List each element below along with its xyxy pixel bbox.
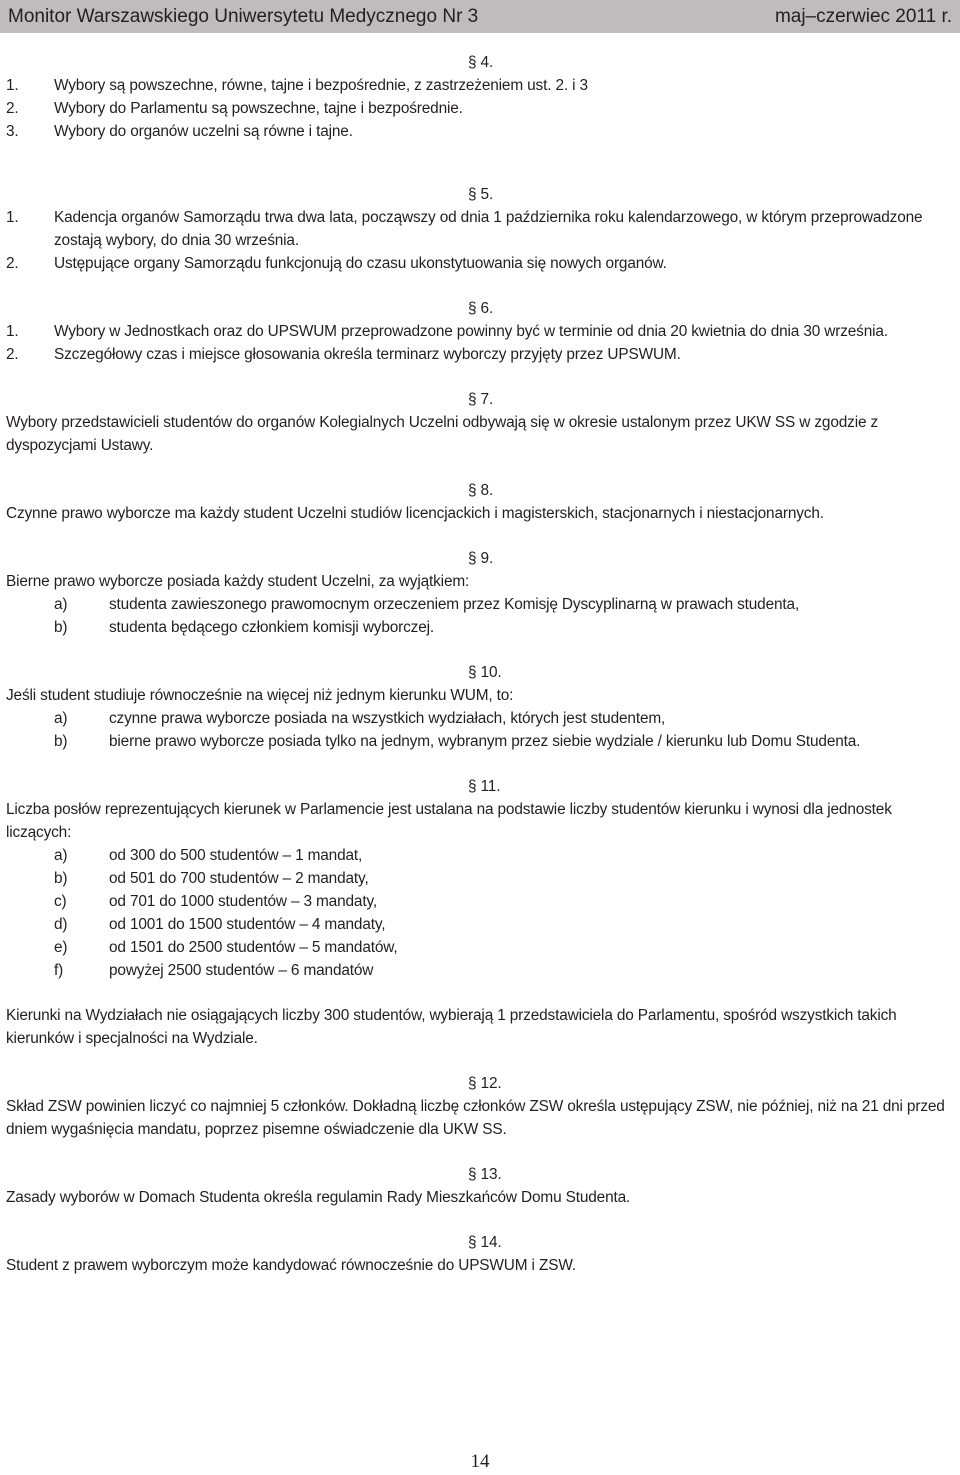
item-text: Wybory w Jednostkach oraz do UPSWUM przeprowadzone powinny być w terminie od dnia 20 kwietnia do dnia 30 września.: [54, 323, 888, 340]
list-item: [6, 97, 958, 120]
item-text: od 300 do 500 studentów – 1 mandat,: [109, 847, 363, 864]
item-number: 1.: [6, 209, 19, 226]
list-item: [6, 707, 958, 730]
item-text: Kadencja organów Samorządu trwa dwa lata, począwszy od dnia 1 października roku kalendarzowego, w którym przeprowadzone zostają wybory, do dnia 30 września.: [54, 209, 923, 249]
list-item: [6, 890, 958, 913]
list-item: [6, 936, 958, 959]
section-13: [6, 1163, 958, 1209]
item-letter: b): [54, 619, 68, 636]
item-text: od 501 do 700 studentów – 2 mandaty,: [109, 870, 369, 887]
item-letter: e): [54, 939, 68, 956]
paragraph: Czynne prawo wyborcze ma każdy student Uczelni studiów licencjackich i magisterskich, stacjonarnych i niestacjonarnych.: [6, 505, 824, 522]
item-text: bierne prawo wyborcze posiada tylko na jednym, wybranym przez siebie wydziale / kierunku lub Domu Studenta.: [109, 733, 861, 750]
document-body: [6, 51, 958, 1277]
list-item: [6, 206, 958, 252]
item-letter: a): [54, 596, 68, 613]
item-number: 1.: [6, 323, 19, 340]
section-9: [6, 547, 958, 639]
paragraph: Liczba posłów reprezentujących kierunek w Parlamencie jest ustalana na podstawie liczby studentów kierunku i wynosi dla jednostek liczących:: [6, 801, 892, 841]
paragraph: Bierne prawo wyborcze posiada każdy student Uczelni, za wyjątkiem:: [6, 573, 470, 590]
section-sign: § 11.: [468, 778, 501, 795]
paragraph: Student z prawem wyborczym może kandydować równocześnie do UPSWUM i ZSW.: [6, 1257, 576, 1274]
item-text: od 701 do 1000 studentów – 3 mandaty,: [109, 893, 377, 910]
paragraph: Wybory przedstawicieli studentów do organów Kolegialnych Uczelni odbywają się w okresie ustalonym przez UKW SS w zgodzie z dyspozycjami Ustawy.: [6, 414, 879, 454]
item-number: 1.: [6, 77, 19, 94]
item-text: studenta będącego członkiem komisji wyborczej.: [109, 619, 435, 636]
list-item: [6, 867, 958, 890]
paragraph: Skład ZSW powinien liczyć co najmniej 5 członków. Dokładną liczbę członków ZSW określa ustępujący ZSW, nie później, niż na 21 dni przed dniem wygaśnięcia mandatu, poprzez pisemne oświadczenie dla UKW SS.: [6, 1098, 945, 1138]
item-text: powyżej 2500 studentów – 6 mandatów: [109, 962, 374, 979]
item-number: 3.: [6, 123, 19, 140]
paragraph: Zasady wyborów w Domach Studenta określa regulamin Rady Mieszkańców Domu Studenta.: [6, 1189, 631, 1206]
item-letter: d): [54, 916, 68, 933]
section-4: [6, 51, 958, 143]
list-item: [6, 959, 958, 982]
section-14: [6, 1231, 958, 1277]
item-text: od 1501 do 2500 studentów – 5 mandatów,: [109, 939, 398, 956]
section-sign: § 8.: [468, 482, 494, 499]
section-12: [6, 1072, 958, 1141]
item-text: Wybory do Parlamentu są powszechne, tajne i bezpośrednie.: [54, 100, 463, 117]
item-text: Ustępujące organy Samorządu funkcjonują do czasu ukonstytuowania się nowych organów.: [54, 255, 667, 272]
item-text: od 1001 do 1500 studentów – 4 mandaty,: [109, 916, 386, 933]
item-number: 2.: [6, 346, 19, 363]
section-sign: § 10.: [468, 664, 502, 681]
section-sign: § 7.: [468, 391, 494, 408]
item-letter: b): [54, 870, 68, 887]
item-number: 2.: [6, 255, 19, 272]
page-header: [0, 0, 960, 33]
item-text: czynne prawa wyborcze posiada na wszystkich wydziałach, których jest studentem,: [109, 710, 666, 727]
section-sign: § 13.: [468, 1166, 502, 1183]
section-sign: § 4.: [468, 54, 494, 71]
section-sign: § 14.: [468, 1234, 502, 1251]
list-item: [6, 593, 958, 616]
issue-date: maj–czerwiec 2011 r.: [774, 5, 952, 27]
section-10: [6, 661, 958, 753]
item-letter: b): [54, 733, 68, 750]
paragraph: Jeśli student studiuje równocześnie na więcej niż jednym kierunku WUM, to:: [6, 687, 514, 704]
list-item: [6, 252, 958, 275]
item-text: studenta zawieszonego prawomocnym orzeczeniem przez Komisję Dyscyplinarną w prawach studenta,: [109, 596, 800, 613]
list-item: [6, 120, 958, 143]
section-sign: § 6.: [468, 300, 494, 317]
item-text: Szczegółowy czas i miejsce głosowania określa terminarz wyborczy przyjęty przez UPSWUM.: [54, 346, 681, 363]
list-item: [6, 730, 958, 753]
list-item: [6, 343, 958, 366]
section-5: [6, 183, 958, 275]
item-letter: c): [54, 893, 67, 910]
item-text: Wybory są powszechne, równe, tajne i bezpośrednie, z zastrzeżeniem ust. 2. i 3: [54, 77, 588, 94]
item-letter: a): [54, 847, 68, 864]
list-item: [6, 320, 958, 343]
section-8: [6, 479, 958, 525]
section-7: [6, 388, 958, 457]
list-item: [6, 844, 958, 867]
publication-title: Monitor Warszawskiego Uniwersytetu Medycznego Nr 3: [8, 5, 479, 27]
item-letter: f): [54, 962, 64, 979]
section-sign: § 5.: [468, 186, 494, 203]
item-number: 2.: [6, 100, 19, 117]
section-11: [6, 775, 958, 1050]
section-sign: § 12.: [468, 1075, 502, 1092]
paragraph: Kierunki na Wydziałach nie osiągających liczby 300 studentów, wybierają 1 przedstawiciela do Parlamentu, spośród wszystkich takich kierunków i specjalności na Wydziale.: [6, 1007, 897, 1047]
item-letter: a): [54, 710, 68, 727]
list-item: [6, 74, 958, 97]
list-item: [6, 616, 958, 639]
page-number: 14: [470, 1451, 490, 1472]
section-sign: § 9.: [468, 550, 494, 567]
item-text: Wybory do organów uczelni są równe i tajne.: [54, 123, 353, 140]
section-6: [6, 297, 958, 366]
list-item: [6, 913, 958, 936]
